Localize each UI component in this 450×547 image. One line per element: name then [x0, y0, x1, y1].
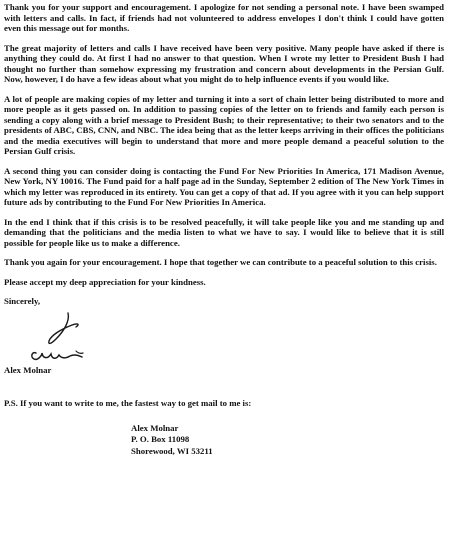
address-name: Alex Molnar	[131, 422, 179, 433]
paragraph-appreciation: Please accept my deep appreciation for your kindness.	[4, 276, 206, 287]
handwritten-signature	[18, 307, 108, 365]
address-po-box: P. O. Box 11098	[131, 434, 190, 444]
closing-salutation: Sincerely,	[4, 296, 41, 306]
paragraph-thanks: Thank you again for your encouragement. I hope that together we can contribute to a peaceful solution to this crisis.	[4, 257, 437, 267]
mailing-address	[131, 423, 444, 458]
signer-name: Alex Molnar	[4, 364, 52, 375]
paragraph-chain-letter: A lot of people are making copies of my letter and turning it into a sort of chain letter being distributed to more and more people as it gets passed on. In addition to passing copies of the letter on to friends and family each person is sending a copy along with a brief message to President Bush; to their representative; to their two senators and to the presidents of ABC, CBS, CNN, and NBC. The idea being that as the letter keeps arriving in their offices the politicians and the media executives will begin to understand that more and more people demand a peaceful solution to the Persian Gulf crisis.	[4, 93, 444, 156]
paragraph-peaceful-resolution: In the end I think that if this crisis is to be resolved peacefully, it will take people like you and me standing up and demanding that the politicians and the media listen to what we have to say. I would like to believe that it is still possible for people like us to make a difference.	[4, 216, 444, 248]
postscript: P.S. If you want to write to me, the fastest way to get mail to me is:	[4, 398, 252, 408]
address-city: Shorewood, WI 53211	[131, 445, 213, 456]
paragraph-apology: Thank you for your support and encouragement. I apologize for not sending a personal note. I have been swamped with letters and calls. In fact, if friends had not volunteered to address envelopes I don't think I could have gotten even this message out for months.	[4, 2, 444, 33]
paragraph-fund: A second thing you can consider doing is contacting the Fund For New Priorities In America, 171 Madison Avenue, New York, NY 10016. The Fund paid for a half page ad in the Sunday, September 2 edition of The New York Times in which my letter was reproduced in its entirety. You can get a copy of that ad. If you agree with it you can help support future ads by contributing to the Fund For New Priorities In America.	[4, 165, 444, 207]
paragraph-responses: The great majority of letters and calls I have received have been very positive. Many people have asked if there is anything they could do. At first I had no answer to that question. When I wrote my letter to President Bush I had thought no further than somehow expressing my frustration and concern about developments in the Persian Gulf. Now, however, I do have a few ideas about what you might do to help influence events if you would like.	[4, 42, 444, 84]
